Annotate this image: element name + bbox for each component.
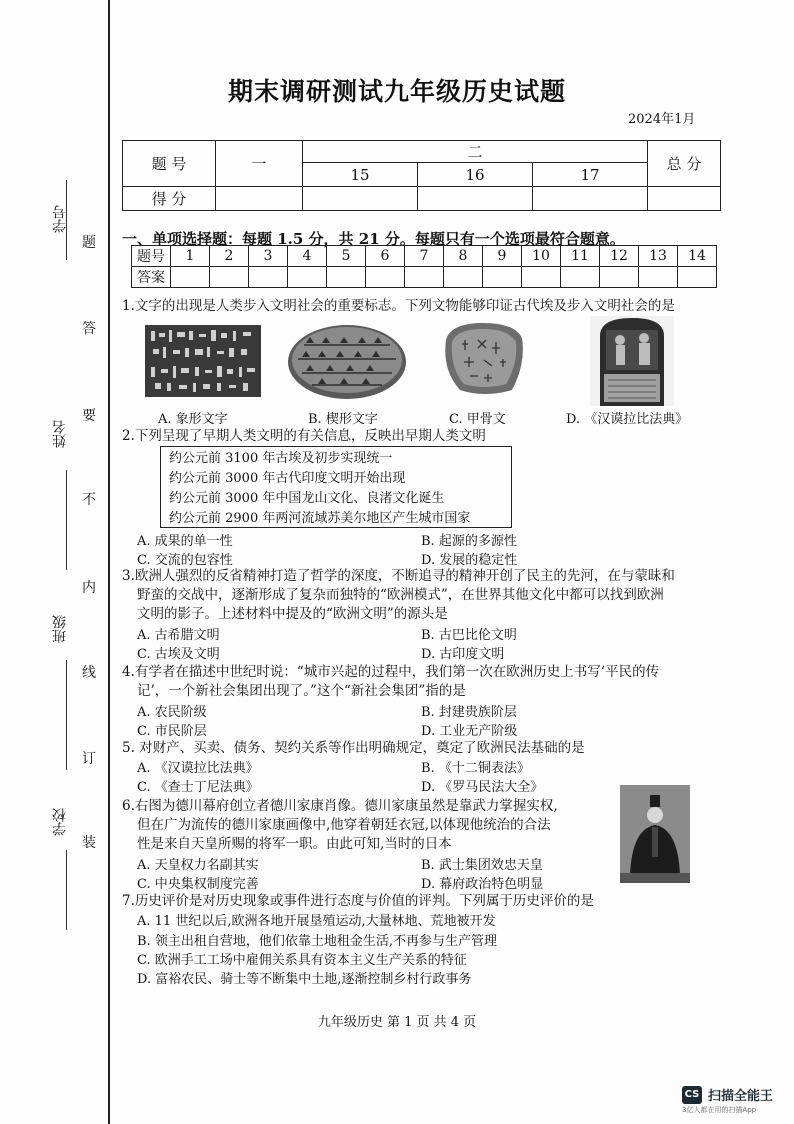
answer-cell[interactable] [327,267,366,288]
score-part-one: 一 [216,141,303,187]
scanner-logo-icon: CS [682,1086,702,1104]
answer-table-answer-label: 答案 [132,267,171,288]
question-5-option-b[interactable]: B. 《十二铜表法》 [421,761,530,776]
answer-cell[interactable] [405,267,444,288]
student-id-blank [66,180,67,260]
question-6-option-c[interactable]: C. 中央集权制度完善 [137,877,259,892]
seal-char: 不 [82,492,96,508]
question-1-option-c[interactable]: C. 甲骨文 [449,412,506,427]
hieroglyph-image [145,325,261,397]
question-3-stem-line: 文明的影子。上述材料中提及的“欧洲文明”的源头是 [137,606,448,622]
score-sub-16: 16 [418,163,533,187]
question-2-option-b[interactable]: B. 起源的多源性 [421,534,517,549]
info-box-line: 约公元前 3000 年古代印度文明开始出现 [169,471,406,486]
answer-number: 8 [444,246,483,267]
question-4-stem-line: 记’，一个新社会集团出现了。”这个“新社会集团”指的是 [137,683,466,699]
student-id-field [50,205,72,365]
seal-char: 装 [82,835,96,851]
score-table-label: 题 号 [123,141,216,187]
answer-cell[interactable] [171,267,210,288]
section-one-heading: 一、单项选择题：每题 1.5 分，共 21 分。每题只有一个选项最符合题意。 [122,230,625,248]
score-table [122,140,721,211]
answer-table [131,245,717,288]
question-1-stem: 1.文字的出现是人类步入文明社会的重要标志。下列文物能够印证古代埃及步入文明社会的是 [122,298,675,314]
info-box-line: 约公元前 3000 年中国龙山文化、良渚文化诞生 [169,491,445,506]
seal-char: 答 [82,321,96,337]
question-3-option-c[interactable]: C. 古埃及文明 [137,647,220,662]
question-3-stem-line: 3.欧洲人强烈的反省精神打造了哲学的深度，不断追寻的精神开创了民主的先河，在与蒙昧和 [122,568,675,584]
question-3-option-b[interactable]: B. 古巴比伦文明 [421,628,517,643]
question-5-option-c[interactable]: C. 《查士丁尼法典》 [137,780,259,795]
answer-number: 13 [639,246,678,267]
question-2-option-a[interactable]: A. 成果的单一性 [137,534,233,549]
seal-char: 题 [82,235,96,251]
scanner-name: 扫描全能王 [708,1089,774,1104]
answer-cell[interactable] [678,267,717,288]
question-3-option-d[interactable]: D. 古印度文明 [421,647,505,662]
answer-cell[interactable] [561,267,600,288]
question-4-stem-line: 4.有学者在描述中世纪时说：“城市兴起的过程中，我们第一次在欧洲历史上书写‘平民的传 [122,664,660,680]
answer-number: 9 [483,246,522,267]
question-3-option-a[interactable]: A. 古希腊文明 [137,628,220,643]
answer-number: 6 [366,246,405,267]
answer-number: 3 [249,246,288,267]
score-cell[interactable] [303,187,418,211]
score-cell[interactable] [216,187,303,211]
question-4-option-d[interactable]: D. 工业无产阶级 [421,724,518,739]
score-cell[interactable] [533,187,648,211]
answer-number: 5 [327,246,366,267]
question-7-option-c[interactable]: C. 欧洲手工工场中雇佣关系具有资本主义生产关系的特征 [137,953,467,968]
question-1-option-b[interactable]: B. 楔形文字 [308,412,378,427]
score-cell[interactable] [418,187,533,211]
school-blank [66,850,67,930]
answer-table-number-label: 题号 [132,246,171,267]
question-2-option-c[interactable]: C. 交流的包容性 [137,553,233,568]
seal-char: 内 [82,580,96,596]
seal-char: 要 [82,408,96,424]
oracle-bone-picture [440,320,526,398]
score-total-label: 总 分 [648,141,721,187]
oracle-bone-image [440,320,526,398]
scanner-tagline: 3亿人都在用的扫描App [682,1106,757,1114]
question-6-option-d[interactable]: D. 幕府政治特色明显 [421,877,544,892]
seal-char: 订 [82,751,96,767]
answer-number: 11 [561,246,600,267]
scanner-watermark [682,1085,773,1104]
info-box-line: 约公元前 3100 年古埃及初步实现统一 [169,451,393,466]
answer-number: 2 [210,246,249,267]
answer-number: 4 [288,246,327,267]
answer-cell[interactable] [639,267,678,288]
question-6-option-a[interactable]: A. 天皇权力名副其实 [137,858,259,873]
score-part-two: 二 [303,141,648,163]
class-label: 班级 [52,615,68,643]
name-field [50,420,72,448]
page-footer: 九年级历史 第 1 页 共 4 页 [317,1015,477,1030]
school-field [50,808,72,836]
tokugawa-portrait-image [620,785,690,883]
answer-cell[interactable] [366,267,405,288]
name-blank [66,470,67,570]
answer-number: 12 [600,246,639,267]
answer-number: 14 [678,246,717,267]
student-id-label: 学号 [52,205,68,233]
answer-cell[interactable] [522,267,561,288]
answer-cell[interactable] [210,267,249,288]
hieroglyph-picture [145,325,261,397]
binding-line [108,0,110,1124]
score-row-label: 得 分 [123,187,216,211]
question-7-option-d[interactable]: D. 富裕农民、骑士等不断集中土地,逐渐控制乡村行政事务 [137,972,472,987]
question-5-option-a[interactable]: A. 《汉谟拉比法典》 [137,761,259,776]
answer-cell[interactable] [600,267,639,288]
exam-date: 2024年1月 [628,112,696,127]
exam-title: 期末调研测试九年级历史试题 [227,77,566,106]
question-6-stem-line: 但在广为流传的德川家康画像中,他穿着朝廷衣冠,以体现他统治的合法 [137,817,551,833]
question-7-option-b[interactable]: B. 领主出租自营地，他们依靠土地租金生活,不再参与生产管理 [137,934,497,949]
answer-number: 1 [171,246,210,267]
tokugawa-portrait-picture [620,785,690,883]
question-4-option-c[interactable]: C. 市民阶层 [137,724,207,739]
question-5-option-d[interactable]: D. 《罗马民法大全》 [421,780,544,795]
question-4-option-b[interactable]: B. 封建贵族阶层 [421,705,517,720]
question-2-stem: 2.下列呈现了早期人类文明的有关信息，反映出早期人类文明 [122,428,486,444]
question-2-option-d[interactable]: D. 发展的稳定性 [421,553,518,568]
question-3-stem-line: 野蛮的交战中，逐渐形成了复杂而独特的“欧洲模式”，在世界其他文化中都可以找到欧洲 [137,587,664,603]
hammurabi-stele-picture [590,316,674,406]
question-4-option-a[interactable]: A. 农民阶级 [137,705,207,720]
seal-char: 线 [82,665,96,681]
score-sub-17: 17 [533,163,648,187]
answer-cell[interactable] [483,267,522,288]
question-7-option-a[interactable]: A. 11 世纪以后,欧洲各地开展垦殖运动,大量林地、荒地被开发 [137,914,496,929]
question-5-stem: 5. 对财产、买卖、债务、契约关系等作出明确规定，奠定了欧洲民法基础的是 [122,740,585,756]
name-label: 姓名 [52,420,68,448]
cuneiform-picture [286,323,408,401]
hammurabi-stele-image [590,316,674,406]
answer-cell[interactable] [249,267,288,288]
question-6-option-b[interactable]: B. 武士集团效忠天皇 [421,858,543,873]
answer-cell[interactable] [444,267,483,288]
question-6-stem-line: 6.右图为德川幕府创立者德川家康肖像。德川家康虽然是靠武力掌握实权, [122,798,558,814]
score-sub-15: 15 [303,163,418,187]
info-box-line: 约公元前 2900 年两河流域苏美尔地区产生城市国家 [169,511,471,526]
answer-number: 10 [522,246,561,267]
cuneiform-tablet-image [286,323,408,401]
question-1-option-a[interactable]: A. 象形文字 [158,412,228,427]
question-1-option-d[interactable]: D. 《汉谟拉比法典》 [566,412,689,427]
class-field [50,615,72,643]
answer-cell[interactable] [288,267,327,288]
class-blank [66,660,67,770]
answer-number: 7 [405,246,444,267]
school-label: 学校 [52,808,68,836]
score-cell[interactable] [648,187,721,211]
question-2-info-box [160,446,512,528]
question-6-stem-line: 性是来自天皇所赐的将军一职。由此可知,当时的日本 [137,836,452,852]
question-7-stem: 7.历史评价是对历史现象或事件进行态度与价值的评判。下列属于历史评价的是 [122,893,594,909]
